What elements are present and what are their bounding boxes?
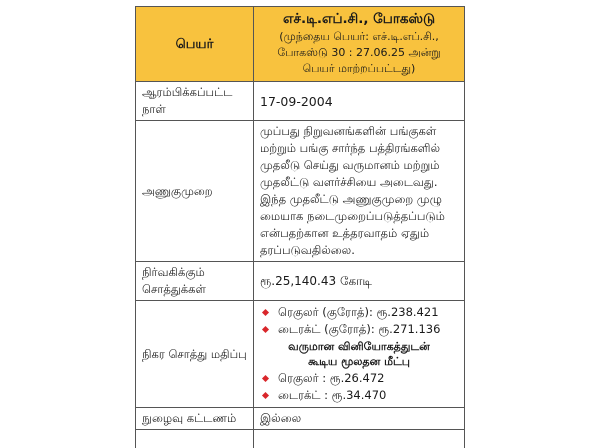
bullet-icon [262,326,269,333]
name-label: பெயர் [136,7,254,82]
table-row-aum [136,262,465,301]
row-label: ஆரம்பிக்கப்பட்ட நாள் [136,82,254,121]
nav-cell [254,301,465,408]
row-label-cutoff [136,430,254,448]
growth-nav-list [260,304,458,338]
bullet-icon [262,392,269,399]
bullet-icon [262,309,269,316]
table-row-launch-date [136,82,465,121]
row-value: இல்லை [254,408,465,430]
fund-name-cell [254,7,465,82]
idcw-subheading: வருமான வினியோகத்துடன் கூடிய மூலதன மீட்பு [260,338,458,370]
row-label: அணுகுமுறை [136,121,254,262]
row-value-cutoff [254,430,465,448]
list-item: ரெகுலர் (குரோத்): ரூ.238.421 [260,304,458,321]
list-item: ரெகுலர் : ரூ.26.472 [260,370,458,387]
former-name-line-2: போகஸ்டு 30 : 27.06.25 அன்று [258,45,460,61]
row-value: 17-09-2004 [254,82,465,121]
idcw-nav-list [260,370,458,404]
table-row-approach [136,121,465,262]
row-label: நிர்வகிக்கும் சொத்துக்கள் [136,262,254,301]
row-label: நிகர சொத்து மதிப்பு [136,301,254,408]
former-name-line-3: பெயர் மாற்றப்பட்டது) [258,61,460,77]
fund-details-table [135,6,465,448]
row-value: ரூ.25,140.43 கோடி [254,262,465,301]
list-item: டைரக்ட் : ரூ.34.470 [260,387,458,404]
table-row-nav [136,301,465,408]
former-name-line-1: (முந்தைய பெயர்: எச்.டி.எப்.சி., [258,29,460,45]
row-label: நுழைவு கட்டணம் [136,408,254,430]
header-row [136,7,465,82]
row-value: முப்பது நிறுவனங்களின் பங்குகள் மற்றும் பங்கு சார்ந்த பத்திரங்களில் முதலீடு செய்து வருமானம் மற்றும் முதலீட்டு வளர்ச்சியை அடைவது. இந்த முதலீட்டு அணுகுமுறை முழு மையாக நடைமுறைப்படுத்தப்படும் என்பதற்கான உத்தரவாதம் ஏதும் தரப்படுவதில்லை. [254,121,465,262]
table-row-entry-load [136,408,465,430]
table-row-cutoff [136,430,465,448]
list-item: டைரக்ட் (குரோத்): ரூ.271.136 [260,321,458,338]
bullet-icon [262,375,269,382]
fund-name: எச்.டி.எப்.சி., போகஸ்டு [258,10,460,29]
